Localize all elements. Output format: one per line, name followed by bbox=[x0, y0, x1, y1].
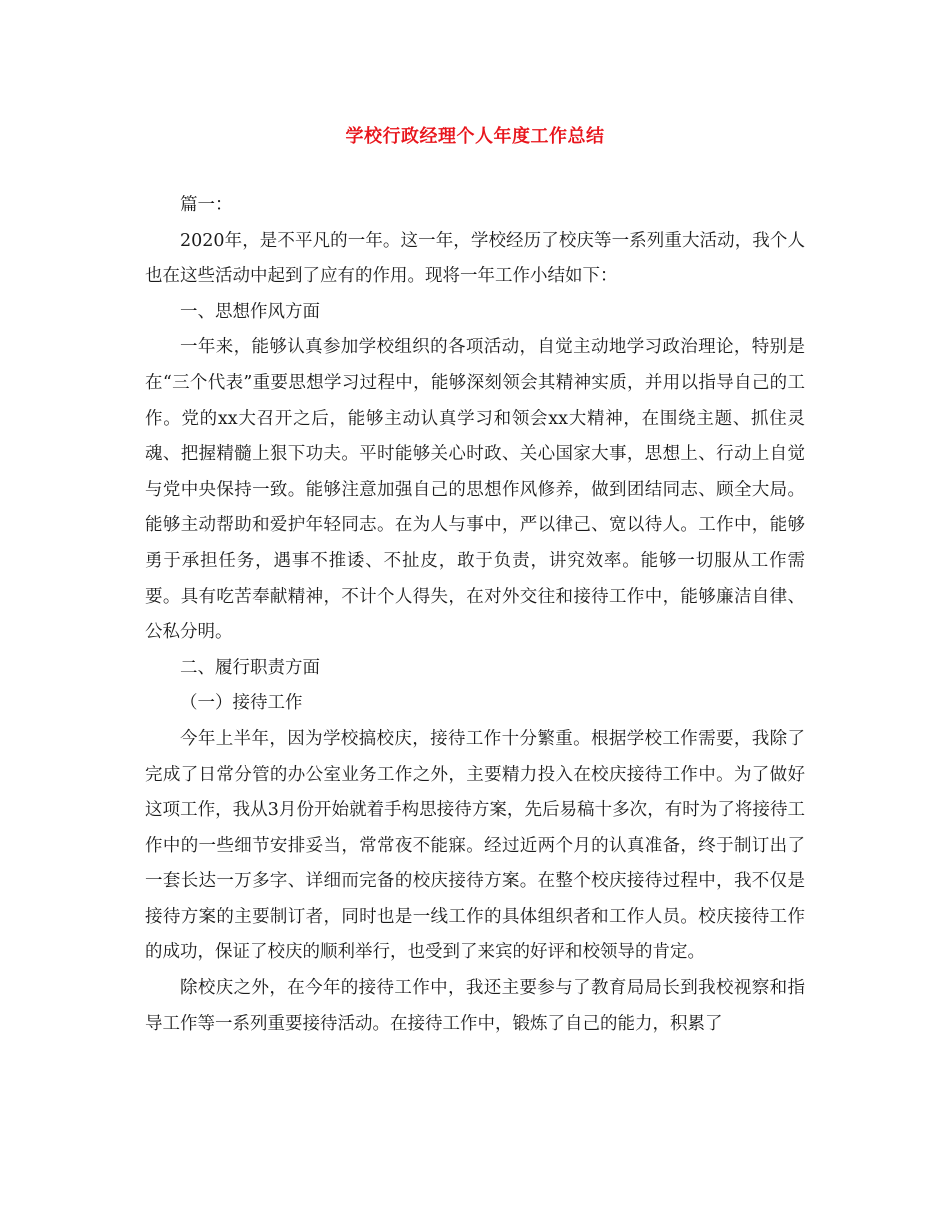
section-heading-ideology: 一、思想作风方面 bbox=[180, 301, 320, 322]
subsection-heading-reception: （一）接待工作 bbox=[180, 693, 303, 714]
paragraph-reception-other: 除校庆之外，在今年的接待工作中，我还主要参与了教育局局长到我校视察和指导工作等一系列重要接待活动。在接待工作中，锻炼了自己的能力，积累了 bbox=[145, 978, 805, 1034]
paragraph-heading-piece-one: 篇一： bbox=[180, 195, 233, 215]
paragraph-intro: 2020年，是不平凡的一年。这一年，学校经历了校庆等一系列重大活动，我个人也在这些活动中起到了应有的作用。现将一年工作小结如下： bbox=[145, 230, 805, 287]
document-body bbox=[145, 188, 805, 1042]
paragraph-reception-anniversary: 今年上半年，因为学校搞校庆，接待工作十分繁重。根据学校工作需要，我除了完成了日常分管的办公室业务工作之外，主要精力投入在校庆接待工作中。为了做好这项工作，我从3月份开始就着手构思接待方案，先后易稿十多次，有时为了将接待工作中的一些细节安排妥当，常常夜不能寐。经过近两个月的认真准备，终于制订出了一套长达一万多字、详细而完备的校庆接待方案。在整个校庆接待过程中，我不仅是接待方案的主要制订者，同时也是一线工作的具体组织者和工作人员。校庆接待工作的成功，保证了校庆的顺利举行，也受到了来宾的好评和校领导的肯定。 bbox=[145, 728, 805, 963]
document-title: 学校行政经理个人年度工作总结 bbox=[345, 126, 605, 147]
paragraph-ideology: 一年来，能够认真参加学校组织的各项活动，自觉主动地学习政治理论，特别是在“三个代表”重要思想学习过程中，能够深刻领会其精神实质，并用以指导自己的工作。党的xx大召开之后，能够主动认真学习和领会xx大精神，在围绕主题、抓住灵魂、把握精髓上狠下功夫。平时能够关心时政、关心国家大事，思想上、行动上自觉与党中央保持一致。能够注意加强自己的思想作风修养，做到团结同志、顾全大局。能够主动帮助和爱护年轻同志。在为人与事中，严以律己、宽以待人。工作中，能够勇于承担任务，遇事不推诿、不扯皮，敢于负责，讲究效率。能够一切服从工作需要。具有吃苦奉献精神，不计个人得失，在对外交往和接待工作中，能够廉洁自律、公私分明。 bbox=[145, 337, 805, 643]
section-heading-duties: 二、履行职责方面 bbox=[180, 657, 320, 678]
